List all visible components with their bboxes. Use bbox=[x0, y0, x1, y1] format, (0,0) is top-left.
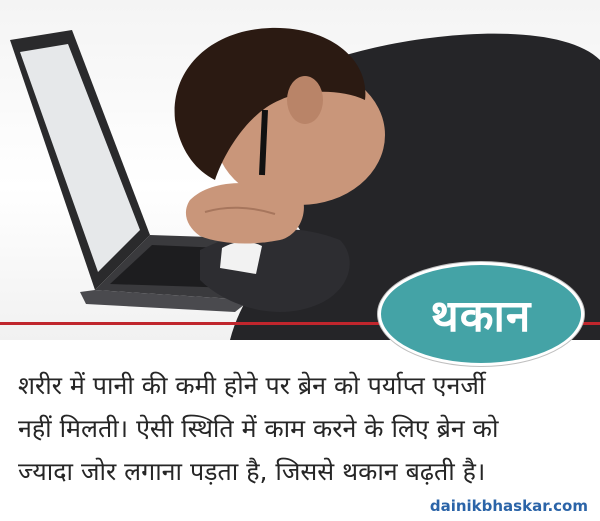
caption-text bbox=[18, 364, 590, 493]
topic-badge-label: थकान bbox=[430, 291, 532, 342]
topic-badge bbox=[378, 262, 584, 366]
caption-line: ज्यादा जोर लगाना पड़ता है, जिससे थकान बढ़ती है। bbox=[18, 457, 486, 486]
caption-line: शरीर में पानी की कमी होने पर ब्रेन को पर्याप्त एनर्जी bbox=[18, 371, 486, 400]
source-watermark: dainikbhaskar.com bbox=[429, 497, 588, 515]
caption-line: नहीं मिलती। ऐसी स्थिति में काम करने के लिए ब्रेन को bbox=[18, 414, 499, 443]
